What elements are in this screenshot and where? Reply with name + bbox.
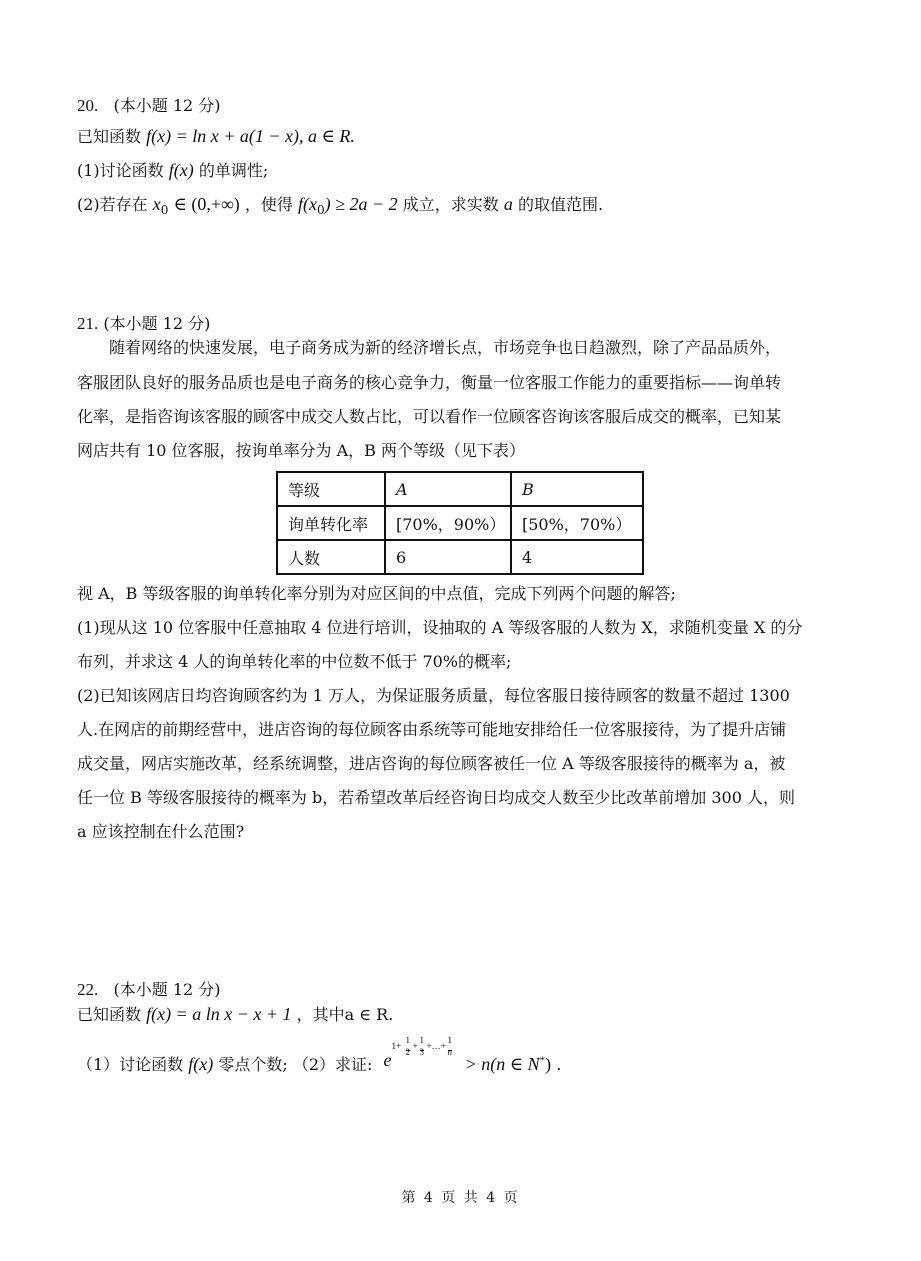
q21-part1-line: 布列，并求这 4 人的询单转化率的中位数不低于 70%的概率; (77, 652, 512, 671)
q20-number: 20. (77, 96, 99, 115)
q21-points: (本小题 12 分) (103, 314, 211, 333)
exp-frac-den: 3 (419, 1047, 425, 1057)
exp-frac-num: 1 (420, 1030, 425, 1051)
q22-close: ) (545, 1054, 552, 1074)
q21-after-table: 视 A，B 等级客服的询单转化率分别为对应区间的中点值，完成下列两个问题的解答; (77, 584, 676, 603)
q22-part1-prefix: （1）讨论函数 (77, 1055, 184, 1074)
q20-part1-suffix: 的单调性; (198, 161, 269, 180)
table-cell: 6 (385, 540, 511, 574)
table-cell: [70%，90%） (385, 506, 511, 540)
q21-para-line: 随着网络的快速发展，电子商务成为新的经济增长点，市场竞争也日趋激烈，除了产品品质外， (109, 338, 782, 357)
table-cell: A (385, 472, 511, 506)
q22-part1-suffix: 零点个数; (218, 1055, 288, 1074)
table-cell: 询单转化率 (277, 506, 385, 540)
q22-part1-fx: f(x) (188, 1054, 214, 1074)
table-row (277, 506, 643, 540)
q20-given (77, 126, 355, 147)
q20-part1-prefix: (1)讨论函数 (77, 161, 164, 180)
q20-given-prefix: 已知函数 (77, 127, 142, 146)
q20-points: (本小题 12 分) (113, 96, 221, 115)
q21-part2-line: a 应该控制在什么范围? (77, 822, 245, 841)
q20-part2-end: 成立，求实数 (402, 195, 499, 214)
q22-given-suffix: ，其中a ∈ R. (296, 1005, 394, 1024)
table-cell: [50%，70%） (511, 506, 643, 540)
q21-para-line: 化率，是指咨询该客服的顾客中成交人数占比，可以看作一位顾客咨询该客服后成交的概率，已知某 (77, 407, 782, 426)
table-row (277, 540, 643, 574)
q20-x0-sub: 0 (160, 203, 169, 217)
grade-table (276, 471, 644, 575)
q22-parts (77, 1036, 561, 1076)
q20-x0: x (152, 194, 161, 214)
exp-term: + (412, 1041, 418, 1051)
q20-fx0-b: ) ≥ 2a − 2 (324, 194, 398, 214)
exp-term: 1+ (391, 1041, 402, 1051)
q22-number: 22. (77, 980, 99, 999)
q21-para-line: 网店共有 10 位客服，按询单率分为 A，B 两个等级（见下表） (77, 441, 526, 460)
q22-heading (77, 980, 221, 1000)
q21-part2-line: 人.在网店的前期经营中，进店咨询的每位顾客由系统等可能地安排给任一位客服接待，为了提升店铺 (77, 720, 787, 739)
q22-points: (本小题 12 分) (113, 980, 221, 999)
q20-fx0-sub: 0 (316, 203, 325, 217)
q22-given-formula: f(x) = a ln x − x + 1 (146, 1004, 292, 1024)
page-footer: 第 4 页 共 4 页 (401, 1190, 520, 1206)
q22-given-prefix: 已知函数 (77, 1005, 142, 1024)
q20-part2-mid: ，使得 (244, 195, 293, 214)
q21-number: 21. (77, 314, 99, 333)
table-cell: 4 (511, 540, 643, 574)
q20-interval: ∈ (0,+∞) (173, 194, 240, 214)
q22-end: . (556, 1055, 562, 1074)
q22-rhs: > n(n ∈ N (464, 1054, 540, 1074)
table-cell: 人数 (277, 540, 385, 574)
exp-frac-num: 1 (448, 1030, 453, 1051)
q21-para-line: 客服团队良好的服务品质也是电子商务的核心竞争力，衡量一位客服工作能力的重要指标——询单转 (77, 373, 782, 392)
q20-part1-fx: f(x) (168, 160, 194, 180)
q22-given (77, 1004, 393, 1025)
q20-part1 (77, 160, 268, 181)
exponent-expression (378, 1036, 460, 1076)
q21-part2-line: (2)已知该网店日均咨询顾客约为 1 万人，为保证服务质量，每位客服日接待顾客的数量不超过 1300 (77, 686, 790, 705)
table-cell: B (511, 472, 643, 506)
table-cell: 等级 (277, 472, 385, 506)
q20-heading (77, 96, 221, 116)
q21-part2-line: 任一位 B 等级客服接待的概率为 b，若希望改革后经咨询日均成交人数至少比改革前增加 300 人，则 (77, 788, 795, 807)
q20-given-formula: f(x) = ln x + a(1 − x), a ∈ R. (146, 126, 355, 146)
exp-frac-den: n (447, 1047, 453, 1057)
q20-part2 (77, 194, 603, 220)
q21-part2-line: 成交量，网店实施改革，经系统调整，进店咨询的每位顾客被任一位 A 等级客服接待的概率为 a，被 (77, 754, 786, 773)
exp-frac-den: 2 (405, 1047, 411, 1057)
q22-star: * (539, 1054, 546, 1067)
exp-term: +…+ (426, 1041, 446, 1051)
exp-frac-num: 1 (406, 1030, 411, 1051)
table-row (277, 472, 643, 506)
q20-fx0-a: f(x (298, 194, 317, 214)
q22-part2-prefix: （2）求证: (292, 1055, 373, 1074)
q20-part2-tail: 的取值范围. (517, 195, 604, 214)
q20-part2-a: a (503, 194, 513, 214)
exp-base: e (383, 1050, 392, 1070)
q21-heading (77, 314, 210, 334)
q21-part1-line: (1)现从这 10 位客服中任意抽取 4 位进行培训，设抽取的 A 等级客服的人数为 X，求随机变量 X 的分 (77, 618, 803, 637)
q20-part2-prefix: (2)若存在 (77, 195, 148, 214)
